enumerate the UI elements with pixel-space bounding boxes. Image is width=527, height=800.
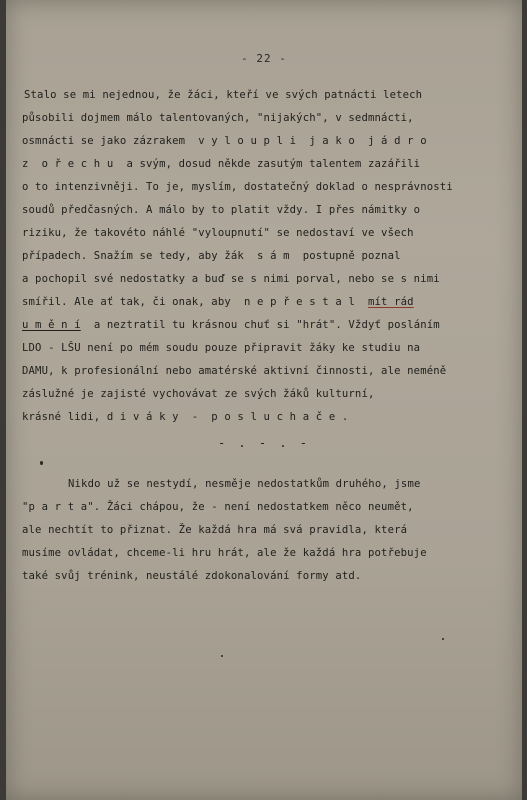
text-line: musíme ovládat, chceme-li hru hrát, ale že každá hra potřebuje [22, 547, 427, 559]
text-line: a pochopil své nedostatky a buď se s nimi porval, nebo se s nimi [22, 273, 440, 285]
text-line [22, 320, 440, 331]
text-line: z o ř e c h u a svým, dosud někde zasutým talentem zazářili [22, 158, 421, 170]
text-line: působili dojmem málo talentovaných, "nijakých", v sedmnácti, [22, 112, 414, 124]
text-line: DAMU, k profesionální nebo amatérské aktivní činnosti, ale neméně [22, 365, 447, 377]
page-number: - 22 - [241, 52, 287, 65]
text-line: Stalo se mi nejednou, že žáci, kteří ve svých patnácti letech [24, 89, 423, 101]
text-line: Nikdo už se nestydí, nesměje nedostatkům druhého, jsme [68, 478, 421, 490]
paper-speck [442, 638, 444, 640]
underlined-phrase: mít rád [367, 296, 414, 308]
text-line: ale nechtít to přiznat. Že každá hra má svá pravidla, která [22, 524, 408, 536]
text-line: také svůj trénink, neustálé zdokonalování formy atd. [22, 570, 362, 582]
text-line: případech. Snažím se tedy, aby žák s á m postupně poznal [22, 250, 401, 262]
text-line: LDO - LŠU není po mém soudu pouze připravit žáky ke studiu na [22, 342, 421, 354]
text-segment: smířil. Ale ať tak, či onak, aby n e p ř e s t a l [22, 296, 368, 308]
paper-speck [221, 655, 223, 657]
text-line: "p a r t a". Žáci chápou, že - není nedostatkem něco neumět, [22, 501, 414, 513]
text-line: riziku, že takovéto náhlé "vyloupnutí" se nedostaví ve všech [22, 227, 414, 239]
underlined-word: u m ě n í [22, 319, 81, 331]
text-line: osmnácti se jako zázrakem v y l o u p l i j a k o j á d r o [22, 135, 427, 147]
text-line: krásné lidi, d i v á k y - p o s l u c h a č e . [22, 411, 349, 423]
text-line [22, 297, 414, 308]
paper-speck [40, 461, 43, 465]
document-page [6, 0, 522, 800]
text-line: záslužné je zajisté vychovávat ze svých žáků kulturní, [22, 388, 375, 400]
text-line: o to intenzivněji. To je, myslím, dostatečný doklad o nesprávnosti [22, 181, 453, 193]
section-separator: - . - . - [217, 436, 311, 450]
text-segment: a neztratil tu krásnou chuť si "hrát". Vždyť posláním [80, 319, 440, 331]
text-line: soudů předčasných. A málo by to platit vždy. I přes námitky o [22, 204, 421, 216]
